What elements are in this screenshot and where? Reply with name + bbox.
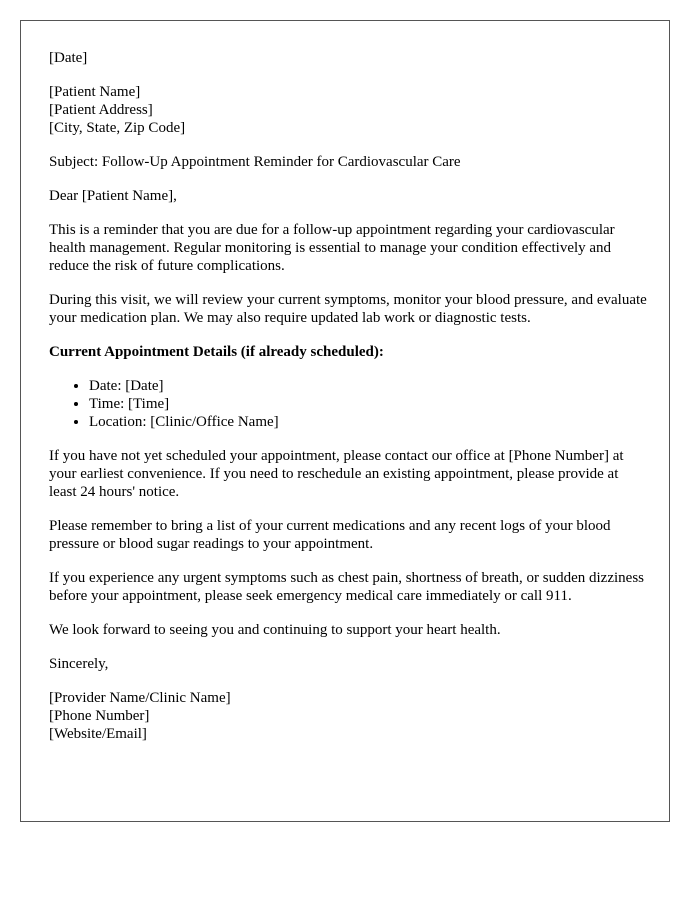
recipient-name: [Patient Name]	[49, 84, 141, 100]
appointment-detail-location: • Location: [Clinic/Office Name]	[89, 413, 649, 431]
appointment-detail-time: • Time: [Time]	[89, 395, 649, 413]
body-paragraph: This is a reminder that you are due for a follow-up appointment regarding your cardiovascular health management. Regular monitoring is essential to manage your condition effectively and reduce the risk of future complications.	[49, 222, 615, 274]
letter-document	[20, 20, 670, 822]
signature-provider: [Provider Name/Clinic Name]	[49, 690, 231, 706]
recipient-address: [Patient Address]	[49, 102, 153, 118]
recipient-city-state-zip: [City, State, Zip Code]	[49, 120, 186, 136]
body-paragraph: If you experience any urgent symptoms such as chest pain, shortness of breath, or sudden dizziness before your appointment, please seek emergency medical care immediately or call 911.	[49, 570, 644, 604]
letter-date: [Date]	[49, 50, 88, 66]
letter-greeting: Dear [Patient Name],	[49, 188, 177, 204]
body-paragraph: We look forward to seeing you and continuing to support your heart health.	[49, 622, 501, 638]
appointment-detail-date: • Date: [Date]	[89, 377, 649, 395]
recipient-address-block	[49, 83, 649, 137]
body-paragraph: Please remember to bring a list of your current medications and any recent logs of your blood pressure or blood sugar readings to your appointment.	[49, 518, 611, 552]
letter-signoff: Sincerely,	[49, 656, 109, 672]
body-paragraph: During this visit, we will review your current symptoms, monitor your blood pressure, and evaluate your medication plan. We may also require updated lab work or diagnostic tests.	[49, 292, 647, 326]
appointment-details-heading: Current Appointment Details (if already scheduled):	[49, 344, 384, 360]
signature-phone: [Phone Number]	[49, 708, 150, 724]
signature-web: [Website/Email]	[49, 726, 147, 742]
body-paragraph: If you have not yet scheduled your appointment, please contact our office at [Phone Number] at your earliest convenience. If you need to reschedule an existing appointment, please provide at least 24 hours' notice.	[49, 448, 624, 500]
appointment-details-list	[49, 377, 649, 431]
signature-block	[49, 689, 649, 743]
letter-subject: Subject: Follow-Up Appointment Reminder for Cardiovascular Care	[49, 154, 461, 170]
